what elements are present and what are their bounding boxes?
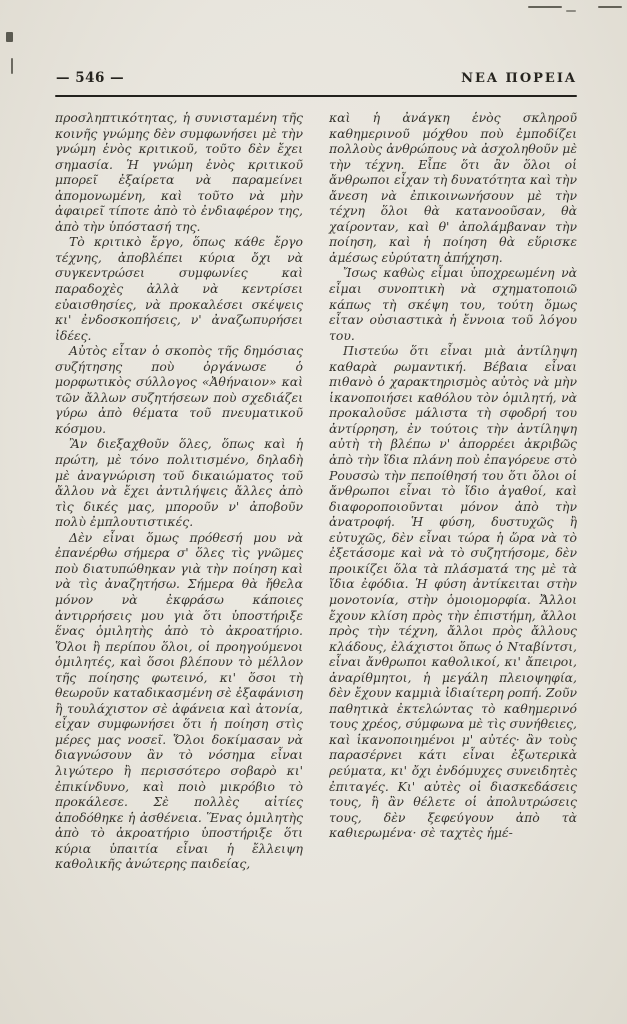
header-rule (55, 95, 577, 97)
scan-artifact (11, 58, 13, 74)
scan-artifact (6, 32, 13, 42)
paragraph: καὶ ἡ ἀνάγκη ἑνὸς σκληροῦ καθημερινοῦ μόχθου ποὺ ἐμποδίζει πολλοὺς ἀνθρώπους νὰ ἀσχοληθοῦν μὲ τὴν τέχνη. Εἶπε ὅτι ἂν ὅλοι οἱ ἄνθρωποι εἶχαν τὴ δυνατότητα καὶ τὴν ἄνεση νὰ ἐπικοινωνήσουν μὲ τὴν τέχνη ὅλοι θὰ κατανοοῦσαν, θὰ χαίρονταν, καὶ θ' ἀπολάμβαναν τὴν ποίηση, καὶ ἡ ποίηση θὰ εὕρισκε ἀμέσως εὐρύτατη ἀπήχηση. (329, 110, 577, 265)
scan-artifact (566, 10, 576, 12)
scan-artifact (528, 6, 562, 8)
paragraph: Τὸ κριτικὸ ἔργο, ὅπως κάθε ἔργο τέχνης, ἀποβλέπει κύρια ὄχι νὰ συγκεντρώσει συμφωνίες καὶ παραδοχὲς ἀλλὰ νὰ κεντρίσει εὐαισθησίες, νὰ προκαλέσει σκέψεις κι' ἐνδοσκοπήσεις, ν' ἀναζωπυρήσει ἰδέες. (55, 234, 303, 343)
paragraph: Ἂν διεξαχθοῦν ὅλες, ὅπως καὶ ἡ πρώτη, μὲ τόνο πολιτισμένο, δηλαδὴ μὲ ἀναγνώριση τοῦ δικαιώματος τοῦ ἄλλου νὰ ἔχει ἀντιλήψεις ἄλλες ἀπὸ τὶς δικές μας, μποροῦν ν' ἀποβοῦν πολὺ ἐμπλουτιστικές. (55, 436, 303, 530)
page-header (56, 70, 577, 86)
paragraph: Ἴσως καθὼς εἶμαι ὑποχρεωμένη νὰ εἶμαι συνοπτικὴ νὰ σχηματοποιῶ κάπως τὴ σκέψη του, τούτη ὅμως εἶταν οὐσιαστικὰ ἡ ἔννοια τοῦ λόγου του. (329, 265, 577, 343)
journal-title: ΝΕΑ ΠΟΡΕΙΑ (461, 71, 577, 86)
paragraph: προσληπτικότητας, ἡ συνισταμένη τῆς κοινῆς γνώμης δὲν συμφωνήσει μὲ τὴν γνώμη ἑνὸς κριτικοῦ, τοῦτο δὲν ἔχει σημασία. Ἡ γνώμη ἑνὸς κριτικοῦ μπορεῖ ἐξαίρετα νὰ παραμείνει ἀπομονωμένη, καὶ τοῦτο νὰ μὴν ἀφαιρεῖ τίποτε ἀπὸ τὸ ἐνδιαφέρον της, ἀπὸ τὴν ὑπόστασή της. (55, 110, 303, 234)
page-number: — 546 — (56, 70, 125, 86)
right-column (329, 110, 577, 1018)
text-columns (55, 110, 577, 1018)
scan-artifact (598, 6, 622, 8)
paragraph: Δὲν εἶναι ὅμως πρόθεσή μου νὰ ἐπανέρθω σήμερα σ' ὅλες τὶς γνῶμες ποὺ διατυπώθηκαν γιὰ τὴν ποίηση καὶ νὰ τὶς ἀναζητήσω. Σήμερα θὰ ἤθελα μόνον νὰ ἐκφράσω κάποιες ἀντιρρήσεις μου γιὰ ὅτι ὑποστήριξε ἕνας ὁμιλητὴς ἀπὸ τὸ ἀκροατήριο. Ὅλοι ἢ περίπου ὅλοι, οἱ προηγούμενοι ὁμιλητές, καὶ ὅσοι βλέπουν τὸ μέλλον τῆς ποίησης φωτεινό, κι' ὅσοι τὴ θεωροῦν καταδικασμένη σὲ ἐξαφάνιση ἢ τουλάχιστον σὲ ἀφάνεια καὶ ἀτονία, εἶχαν συμφωνήσει ὅτι ἡ ποίηση στὶς μέρες μας νοσεῖ. Ὅλοι δοκίμασαν νὰ διαγνώσουν ἂν τὸ νόσημα εἶναι λιγώτερο ἢ περισσότερο σοβαρὸ κι' ἐπικίνδυνο, καὶ ποιὸ μικρόβιο τὸ προκάλεσε. Σὲ πολλὲς αἰτίες ἀποδόθηκε ἡ ἀσθένεια. Ἕνας ὁμιλητὴς ἀπὸ τὸ ἀκροατήριο ὑποστήριξε ὅτι κύρια ὑπαιτία εἶναι ἡ ἔλλειψη καθολικῆς ἀνώτερης παιδείας, (55, 529, 303, 872)
paragraph: Αὐτὸς εἶταν ὁ σκοπὸς τῆς δημόσιας συζήτησης ποὺ ὀργάνωσε ὁ μορφωτικὸς σύλλογος «Ἀθήναιον» καὶ τῶν ἄλλων συζητήσεων ποὺ σχεδιάζει γύρω ἀπὸ θέματα τοῦ πνευματικοῦ κόσμου. (55, 343, 303, 436)
left-column (55, 110, 303, 1018)
paragraph: Πιστεύω ὅτι εἶναι μιὰ ἀντίληψη καθαρὰ ρωμαντική. Βέβαια εἶναι πιθανὸ ὁ χαρακτηρισμὸς αὐτὸς νὰ μὴν ἱκανοποιήσει καθόλου τὸν ὁμιλητή, νὰ προκαλοῦσε μάλιστα τὴ σφοδρή του ἀντίρρηση, ἐν τούτοις τὴν ἀντίληψη αὐτὴ τὴ βλέπω ν' ἀπορρέει ἀκριβῶς ἀπὸ τὴν ἴδια πλάνη ποὺ ἐπαγόρευε στὸ Ρουσσὼ τὴν πεποίθησή του ὅτι ὅλοι οἱ ἄνθρωποι εἶναι τὸ ἴδιο ἀγαθοί, καὶ διαφοροποιοῦνται μόνον ἀπὸ τὴν ἀνατροφή. Ἡ φύση, δυστυχῶς ἢ εὐτυχῶς, δὲν εἶναι τώρα ἡ ὥρα νὰ τὸ ἐξετάσομε καὶ νὰ τὸ συζητήσομε, δὲν προικίζει ὅλα τὰ πλάσματά της μὲ τὰ ἴδια ἐφόδια. Ἡ φύση ἀντίκειται στὴν μονοτονία, στὴν ὁμοιομορφία. Ἄλλοι ἔχουν κλίση πρὸς τὴν ἐπιστήμη, ἄλλοι πρὸς τὴν τέχνη, ἄλλοι πρὸς ἄλλους κλάδους, ἐλάχιστοι ὅπως ὁ Νταβίντσι, εἶναι ἄνθρωποι καθολικοί, κι' ἄπειροι, ἀναρίθμητοι, ἡ μεγάλη πλειοψηφία, δὲν ἔχουν καμμιὰ ἰδιαίτερη ροπή. Ζοῦν παθητικὰ ἐκτελώντας τὸ καθημερινό τους χρέος, σύμφωνα μὲ τὶς συνήθειες, καὶ ἱκανοποιημένοι μ' αὐτές· ἂν τοὺς παρασέρνει κάτι εἶναι ἐξωτερικὰ ρεύματα, κι' ὄχι ἐνδόμυχες συνειδητὲς ἐπιταγές. Κι' αὐτὲς οἱ διασκεδάσεις τους, ἢ ἂν θέλετε οἱ ἀπολυτρώσεις τους, δὲν ξεφεύγουν ἀπὸ τὰ καθιερωμένα· σὲ ταχτὲς ἡμέ- (329, 343, 577, 841)
